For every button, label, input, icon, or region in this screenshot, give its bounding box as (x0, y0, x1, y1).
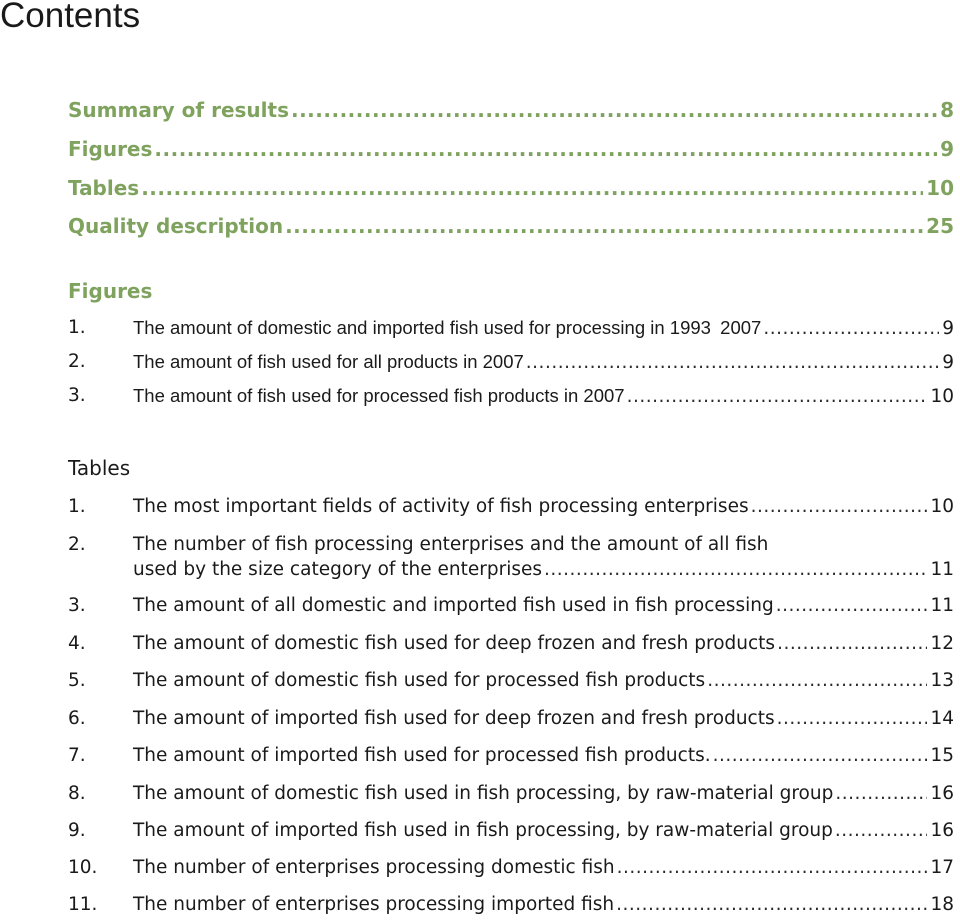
table-label: The amount of domestic fish used in fish processing, by raw-material group (133, 783, 834, 804)
table-page: 15 (930, 745, 954, 766)
toc-entry-summary[interactable] (0, 98, 954, 122)
table-entry[interactable] (0, 707, 954, 731)
dot-leader (617, 856, 928, 880)
tables-heading: Tables (68, 456, 131, 480)
dot-leader (154, 137, 937, 161)
table-label: The most important fields of activity of fish processing enterprises (133, 496, 749, 517)
figure-number: 1. (68, 317, 86, 338)
page-title: Contents (0, 0, 141, 35)
table-entry[interactable] (0, 594, 954, 618)
table-number: 5. (68, 670, 86, 691)
table-page: 12 (930, 633, 954, 654)
figure-page: 10 (930, 386, 954, 407)
figure-page: 9 (942, 318, 954, 339)
toc-entry-label: Summary of results (68, 98, 289, 122)
table-entry[interactable] (0, 782, 954, 806)
table-label: The number of enterprises processing domestic fish (133, 857, 615, 878)
figure-entry[interactable] (0, 384, 954, 409)
dot-leader (627, 385, 928, 409)
table-entry-line1[interactable] (0, 533, 954, 557)
toc-entry-page: 10 (926, 176, 954, 200)
figure-number: 2. (68, 351, 86, 372)
figure-entry[interactable] (0, 316, 954, 341)
dot-leader (763, 317, 939, 341)
table-number: 1. (68, 496, 86, 517)
table-label: The amount of all domestic and imported fish used in fish processing (133, 595, 774, 616)
table-number: 2. (68, 534, 86, 555)
table-entry[interactable] (0, 669, 954, 693)
dot-leader (776, 594, 928, 618)
toc-entry-label: Quality description (68, 214, 284, 238)
toc-entry-page: 9 (940, 137, 954, 161)
table-entry[interactable] (0, 856, 954, 880)
dot-leader (291, 98, 937, 122)
dot-leader (141, 176, 923, 200)
dot-leader (707, 669, 927, 693)
figure-entry[interactable] (0, 350, 954, 375)
table-label: used by the size category of the enterprises (133, 559, 543, 580)
table-label-line1: The number of fish processing enterprises and the amount of all fish (133, 534, 769, 555)
dot-leader (777, 632, 927, 656)
table-label: The amount of domestic fish used for processed fish products (133, 670, 706, 691)
table-entry[interactable] (0, 744, 954, 768)
table-label: The amount of imported fish used for deep frozen and fresh products (133, 708, 775, 729)
figure-page: 9 (942, 352, 954, 373)
table-label: The amount of imported fish used in fish processing, by raw-material group (133, 820, 833, 841)
toc-entry-page: 8 (940, 98, 954, 122)
table-number: 3. (68, 595, 86, 616)
dot-leader (713, 744, 928, 768)
toc-entry-tables[interactable] (0, 176, 954, 200)
table-number: 4. (68, 633, 86, 654)
table-number: 7. (68, 745, 86, 766)
table-page: 11 (930, 559, 954, 580)
toc-entry-page: 25 (926, 214, 954, 238)
table-entry[interactable] (0, 558, 954, 582)
table-entry[interactable] (0, 893, 954, 917)
table-entry[interactable] (0, 819, 954, 843)
dot-leader (777, 707, 928, 731)
table-entry[interactable] (0, 632, 954, 656)
table-page: 16 (930, 820, 954, 841)
dot-leader (616, 893, 927, 917)
table-entry[interactable] (0, 495, 954, 519)
table-label: The amount of imported fish used for processed fish products. (133, 745, 711, 766)
toc-entry-quality-description[interactable] (0, 214, 954, 238)
dot-leader (835, 782, 927, 806)
table-page: 14 (930, 708, 954, 729)
table-page: 11 (930, 595, 954, 616)
dot-leader (751, 495, 928, 519)
dot-leader (835, 819, 928, 843)
table-number: 9. (68, 820, 86, 841)
table-number: 11. (68, 894, 98, 915)
table-number: 8. (68, 783, 86, 804)
toc-entry-label: Figures (68, 137, 153, 161)
table-page: 10 (930, 496, 954, 517)
table-page: 13 (930, 670, 954, 691)
toc-entry-figures[interactable] (0, 137, 954, 161)
dot-leader (544, 558, 927, 582)
toc-entry-label: Tables (68, 176, 140, 200)
figure-number: 3. (68, 385, 86, 406)
table-page: 16 (930, 783, 954, 804)
table-page: 17 (930, 857, 954, 878)
figure-label: The amount of fish used for processed fish products in 2007 (133, 385, 625, 406)
dot-leader (285, 214, 923, 238)
table-label: The amount of domestic fish used for deep frozen and fresh products (133, 633, 776, 654)
table-label: The number of enterprises processing imported fish (133, 894, 615, 915)
table-page: 18 (930, 894, 954, 915)
figures-heading: Figures (68, 279, 153, 303)
table-number: 6. (68, 708, 86, 729)
figure-label: The amount of fish used for all products in 2007 (133, 351, 524, 372)
dot-leader (526, 351, 939, 375)
figure-label: The amount of domestic and imported fish used for processing in 1993 2007 (133, 317, 762, 338)
table-number: 10. (68, 857, 98, 878)
